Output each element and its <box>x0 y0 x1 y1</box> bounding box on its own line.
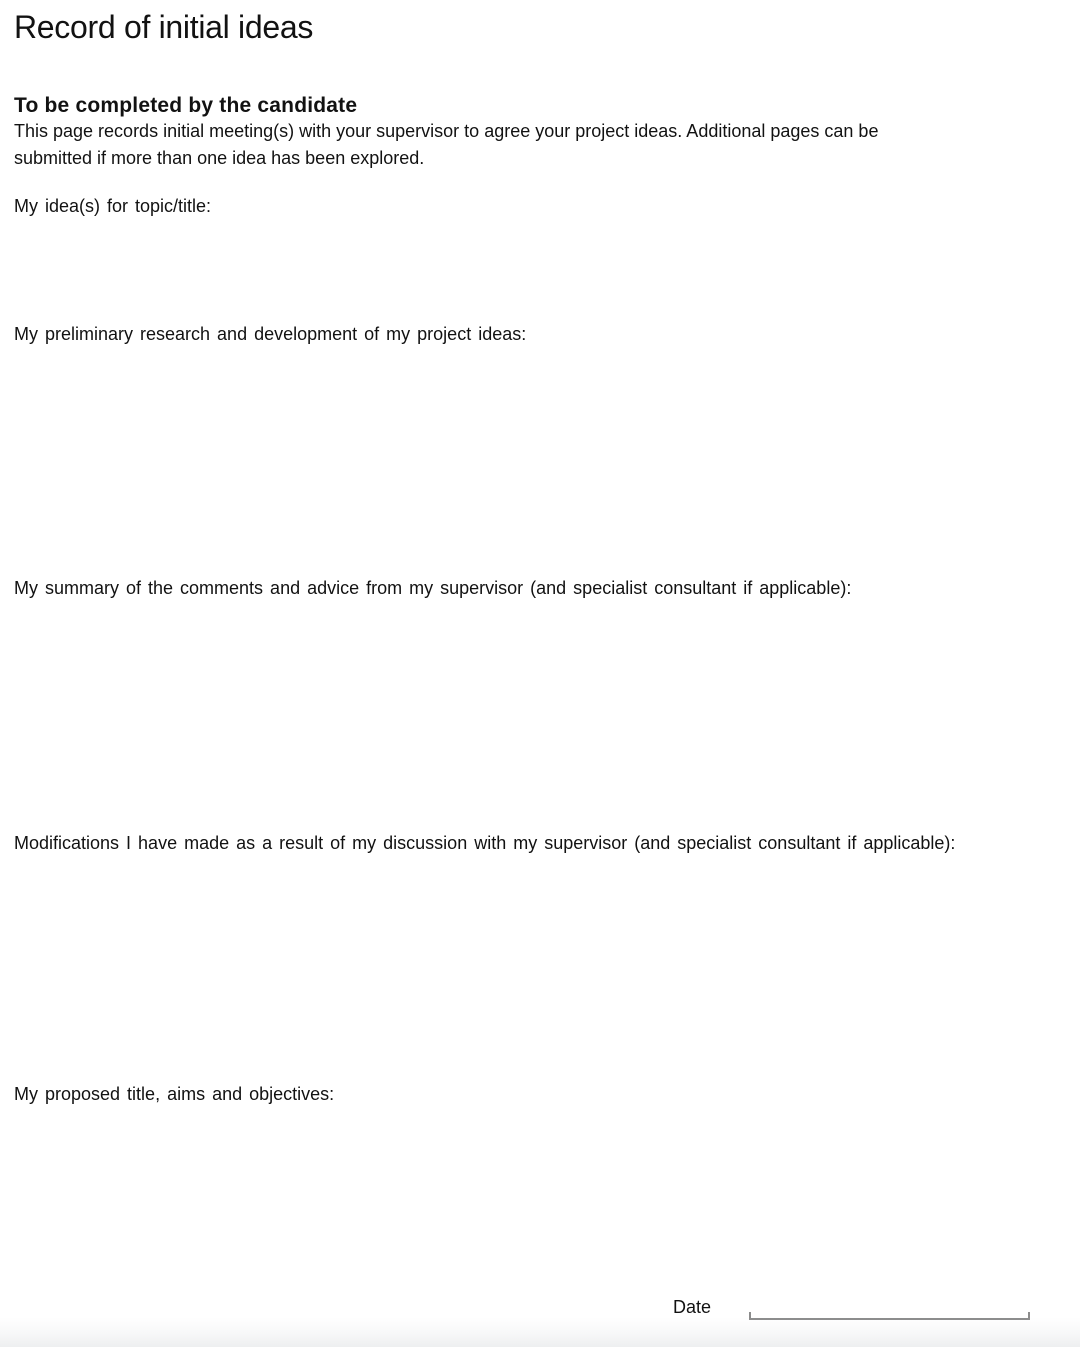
answer-area-preliminary-research[interactable] <box>14 346 1066 576</box>
date-row <box>14 1296 1066 1320</box>
answer-area-supervisor-comments-summary[interactable] <box>14 600 1066 831</box>
date-entry-line[interactable] <box>749 1312 1030 1320</box>
answer-area-modifications[interactable] <box>14 855 1066 1082</box>
intro-paragraph <box>14 118 1066 172</box>
field-label-topic-title-ideas: My idea(s) for topic/title: <box>14 196 212 216</box>
page-bottom-shadow <box>0 1317 1080 1347</box>
field-label-proposed-title-aims-objectives: My proposed title, aims and objectives: <box>14 1084 335 1104</box>
field-label-modifications: Modifications I have made as a result of my discussion with my supervisor (and specialist consultant if applicable): <box>14 833 956 853</box>
page-title: Record of initial ideas <box>14 9 314 45</box>
intro-line-1: This page records initial meeting(s) with your supervisor to agree your project ideas. Additional pages can be <box>14 121 879 141</box>
field-label-preliminary-research: My preliminary research and development of my project ideas: <box>14 324 527 344</box>
field-label-supervisor-comments-summary: My summary of the comments and advice from my supervisor (and specialist consultant if applicable): <box>14 578 852 598</box>
intro-line-2: submitted if more than one idea has been explored. <box>14 148 425 168</box>
candidate-section-heading: To be completed by the candidate <box>14 94 358 117</box>
date-label: Date <box>673 1297 712 1317</box>
answer-area-topic-title-ideas[interactable] <box>14 218 1066 322</box>
